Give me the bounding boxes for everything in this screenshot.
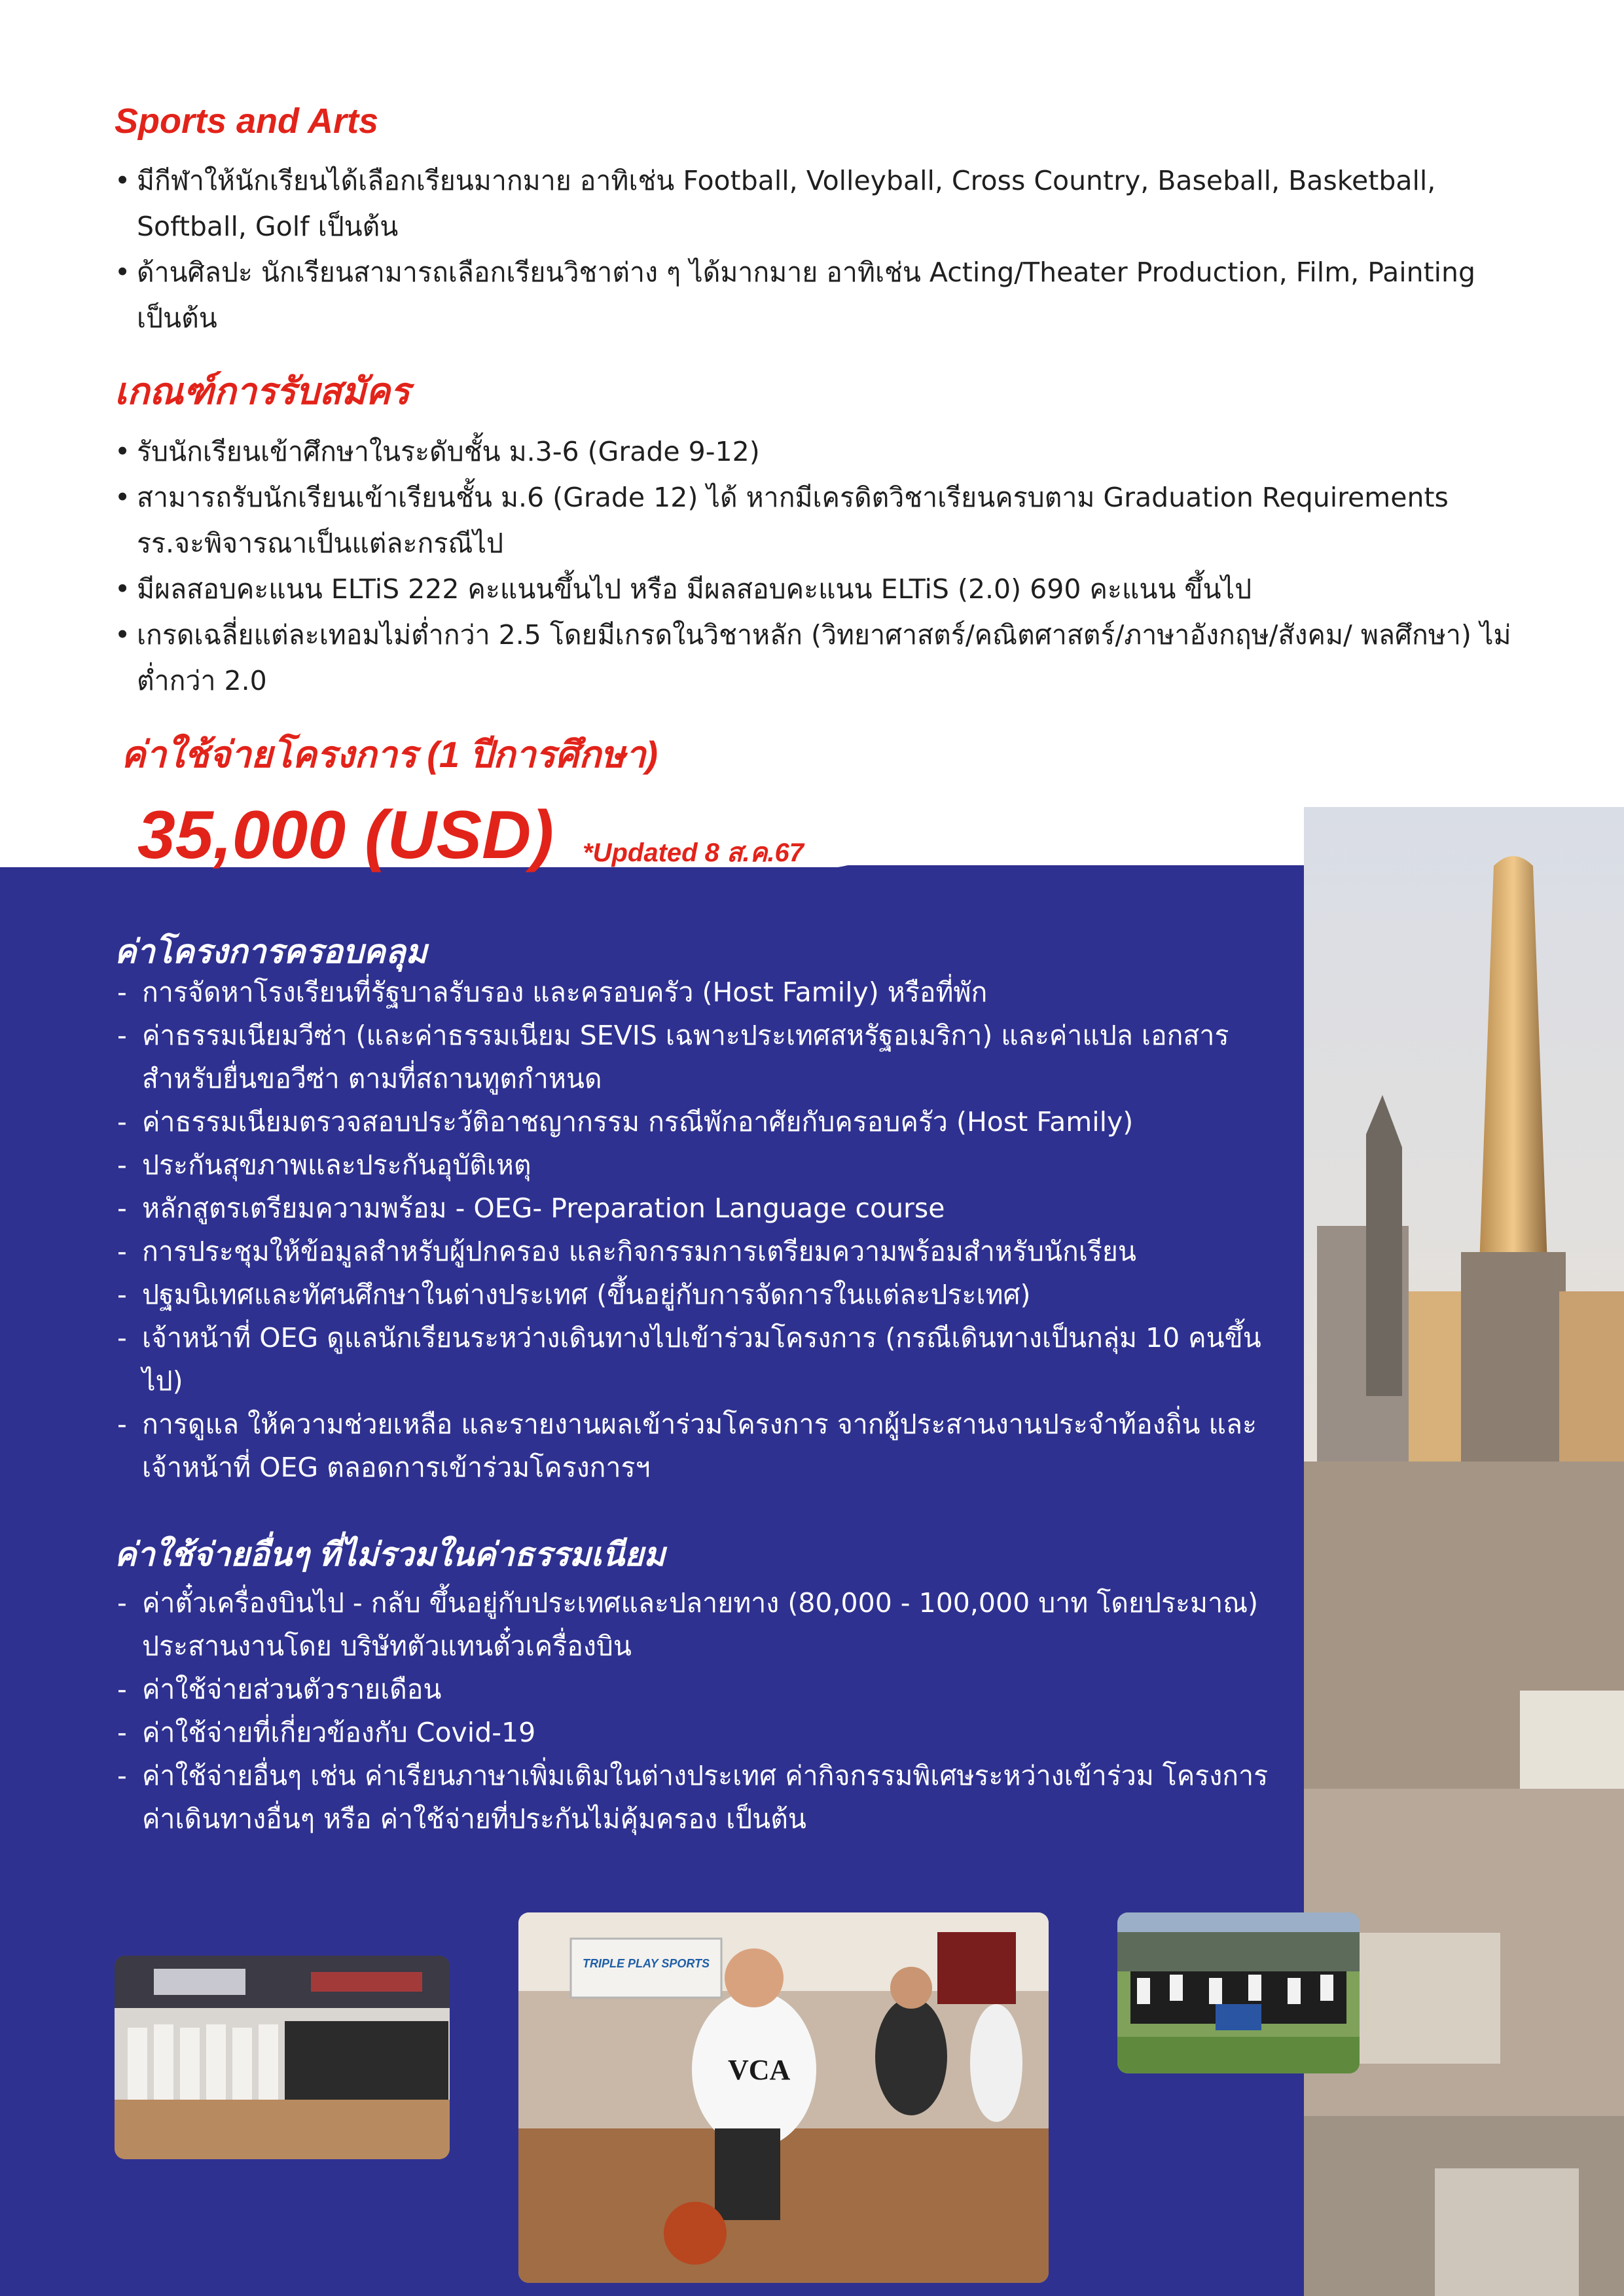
list-item: • มีผลสอบคะแนน ELTiS 222 คะแนนขึ้นไป หรือ มีผลสอบคะแนน ELTiS (2.0) 690 คะแนน ขึ้นไป <box>115 566 1522 612</box>
list-item: - การประชุมให้ข้อมูลสำหรับผู้ปกครอง และกิจกรรมการเตรียมความพร้อมสำหรับนักเรียน <box>115 1230 1286 1273</box>
price-value: 35,000 (USD) <box>137 797 554 873</box>
price-updated-note: *Updated 8 ส.ค.67 <box>583 838 804 867</box>
team-drawing <box>1117 1912 1360 2073</box>
list-item: - ประกันสุขภาพและประกันอุบัติเหตุ <box>115 1143 1286 1187</box>
team-photo <box>1117 1912 1360 2073</box>
choir-drawing <box>115 1956 450 2159</box>
list-item: • ด้านศิลปะ นักเรียนสามารถเลือกเรียนวิชาต่าง ๆ ได้มากมาย อาทิเช่น Acting/Theater Production, Film, Painting เป็นต้น <box>115 249 1522 341</box>
basketball-photo <box>518 1912 1049 2283</box>
list-item: • รับนักเรียนเข้าศึกษาในระดับชั้น ม.3-6 (Grade 9-12) <box>115 429 1522 475</box>
jersey-text: VCA <box>728 2054 791 2086</box>
list-item: - ค่าธรรมเนียมตรวจสอบประวัติอาชญากรรม กรณีพักอาศัยกับครอบครัว (Host Family) <box>115 1100 1286 1143</box>
list-item: • สามารถรับนักเรียนเข้าเรียนชั้น ม.6 (Grade 12) ได้ หากมีเครดิตวิชาเรียนครบตาม Graduation Requirements รร.จะพิจารณาเป็นแต่ละกรณีไป <box>115 475 1522 566</box>
list-item: - หลักสูตรเตรียมความพร้อม - OEG- Preparation Language course <box>115 1187 1286 1230</box>
excluded-list <box>115 1581 1286 1840</box>
sports-list <box>115 158 1522 341</box>
list-item: - ค่าตั๋วเครื่องบินไป - กลับ ขึ้นอยู่กับประเทศและปลายทาง (80,000 - 100,000 บาท โดยประมาณ) ประสานงานโดย บริษัทตัวแทนตั๋วเครื่องบิน <box>115 1581 1286 1668</box>
list-item: - ค่าใช้จ่ายที่เกี่ยวข้องกับ Covid-19 <box>115 1711 1286 1754</box>
list-item: - ค่าธรรมเนียมวีซ่า (และค่าธรรมเนียม SEVIS เฉพาะประเทศสหรัฐอเมริกา) และค่าแปล เอกสารสำหรับยื่นขอวีซ่า ตามที่สถานทูตกำหนด <box>115 1014 1286 1100</box>
list-item: - ค่าใช้จ่ายอื่นๆ เช่น ค่าเรียนภาษาเพิ่มเติมในต่างประเทศ ค่ากิจกรรมพิเศษระหว่างเข้าร่วม โครงการ ค่าเดินทางอื่นๆ หรือ ค่าใช้จ่ายที่ประกันไม่คุ้มครอง เป็นต้น <box>115 1754 1286 1840</box>
list-item: - เจ้าหน้าที่ OEG ดูแลนักเรียนระหว่างเดินทางไปเข้าร่วมโครงการ (กรณีเดินทางเป็นกลุ่ม 10 คนขึ้นไป) <box>115 1316 1286 1403</box>
choir-photo <box>115 1956 450 2159</box>
admission-heading: เกณฑ์การรับสมัคร <box>115 370 410 412</box>
covered-heading: ค่าโครงการครอบคลุม <box>115 933 427 970</box>
admission-list <box>115 429 1522 704</box>
banner-text: TRIPLE PLAY SPORTS <box>582 1957 710 1970</box>
sports-heading: Sports and Arts <box>115 101 379 141</box>
covered-list <box>115 971 1286 1489</box>
cost-heading: ค่าใช้จ่ายโครงการ (1 ปีการศึกษา) <box>121 734 659 775</box>
list-item: • มีกีฬาให้นักเรียนได้เลือกเรียนมากมาย อาทิเช่น Football, Volleyball, Cross Country, Baseball, Basketball, Softball, Golf เป็นต้น <box>115 158 1522 249</box>
list-item: - การจัดหาโรงเรียนที่รัฐบาลรับรอง และครอบครัว (Host Family) หรือที่พัก <box>115 971 1286 1014</box>
list-item: - ปฐมนิเทศและทัศนศึกษาในต่างประเทศ (ขึ้นอยู่กับการจัดการในแต่ละประเทศ) <box>115 1273 1286 1316</box>
excluded-heading: ค่าใช้จ่ายอื่นๆ ที่ไม่รวมในค่าธรรมเนียม <box>115 1536 666 1573</box>
list-item: - การดูแล ให้ความช่วยเหลือ และรายงานผลเข้าร่วมโครงการ จากผู้ประสานงานประจำท้องถิ่น และเจ้าหน้าที่ OEG ตลอดการเข้าร่วมโครงการฯ <box>115 1403 1286 1489</box>
list-item: - ค่าใช้จ่ายส่วนตัวรายเดือน <box>115 1668 1286 1711</box>
list-item: • เกรดเฉลี่ยแต่ละเทอมไม่ต่ำกว่า 2.5 โดยมีเกรดในวิชาหลัก (วิทยาศาสตร์/คณิตศาสตร์/ภาษาอังกฤษ/สังคม/ พลศึกษา) ไม่ต่ำกว่า 2.0 <box>115 612 1522 704</box>
